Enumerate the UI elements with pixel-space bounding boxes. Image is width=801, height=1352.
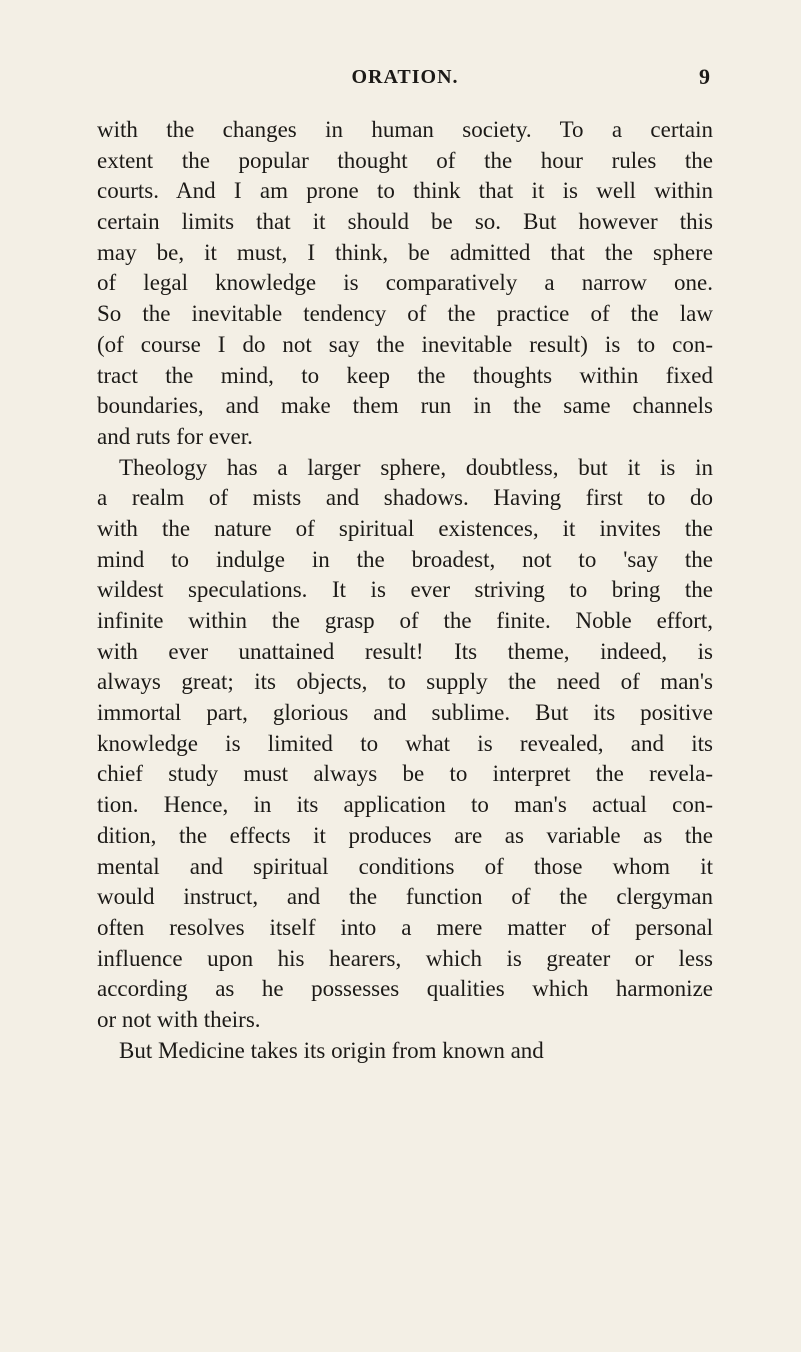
text-line: and ruts for ever. (97, 423, 253, 449)
paragraph (97, 1036, 713, 1067)
text-line: mind to indulge in the broadest, not to 'say the (97, 546, 713, 572)
text-line: certain limits that it should be so. But however this (97, 209, 713, 235)
text-line: of legal knowledge is comparatively a narrow one. (97, 270, 713, 296)
page-number: 9 (699, 64, 710, 89)
text-line: or not with theirs. (97, 1006, 261, 1032)
text-line: infinite within the grasp of the finite. Noble effort, (97, 608, 713, 633)
text-line: mental and spiritual conditions of those whom it (97, 853, 713, 879)
text-line: So the inevitable tendency of the practice of the law (97, 301, 713, 327)
text-line: But Medicine takes its origin from known and (119, 1037, 544, 1063)
body-text (97, 115, 713, 1066)
text-line: tract the mind, to keep the thoughts within fixed (97, 362, 713, 388)
text-line: with ever unattained result! Its theme, indeed, is (97, 638, 713, 664)
paragraph (97, 453, 713, 1036)
text-line: would instruct, and the function of the clergyman (97, 884, 713, 910)
text-line: influence upon his hearers, which is greater or less (97, 945, 713, 971)
text-line: chief study must always be to interpret the revela- (97, 761, 713, 787)
text-line: often resolves itself into a mere matter of personal (97, 914, 713, 940)
text-line: may be, it must, I think, be admitted that the sphere (97, 239, 713, 265)
text-line: immortal part, glorious and sublime. But its positive (97, 700, 713, 726)
text-line: extent the popular thought of the hour rules the (97, 147, 713, 173)
text-line: knowledge is limited to what is revealed, and its (97, 730, 713, 756)
text-line: according as he possesses qualities which harmonize (97, 976, 713, 1002)
paragraph (97, 115, 713, 453)
text-line: wildest speculations. It is ever striving to bring the (97, 577, 713, 603)
text-line: with the changes in human society. To a certain (97, 117, 713, 142)
text-line: dition, the effects it produces are as variable as the (97, 822, 713, 848)
running-title: ORATION. (351, 66, 459, 88)
text-line: (of course I do not say the inevitable result) is to con- (97, 331, 713, 357)
running-head (100, 62, 710, 92)
text-line: boundaries, and make them run in the same channels (97, 393, 713, 419)
text-line: with the nature of spiritual existences, it invites the (97, 515, 713, 541)
text-line: courts. And I am prone to think that it is well within (97, 178, 713, 204)
text-line: Theology has a larger sphere, doubtless, but it is in (119, 454, 713, 480)
text-line: always great; its objects, to supply the need of man's (97, 669, 713, 695)
text-line: tion. Hence, in its application to man's actual con- (97, 792, 713, 818)
text-line: a realm of mists and shadows. Having first to do (97, 485, 713, 511)
